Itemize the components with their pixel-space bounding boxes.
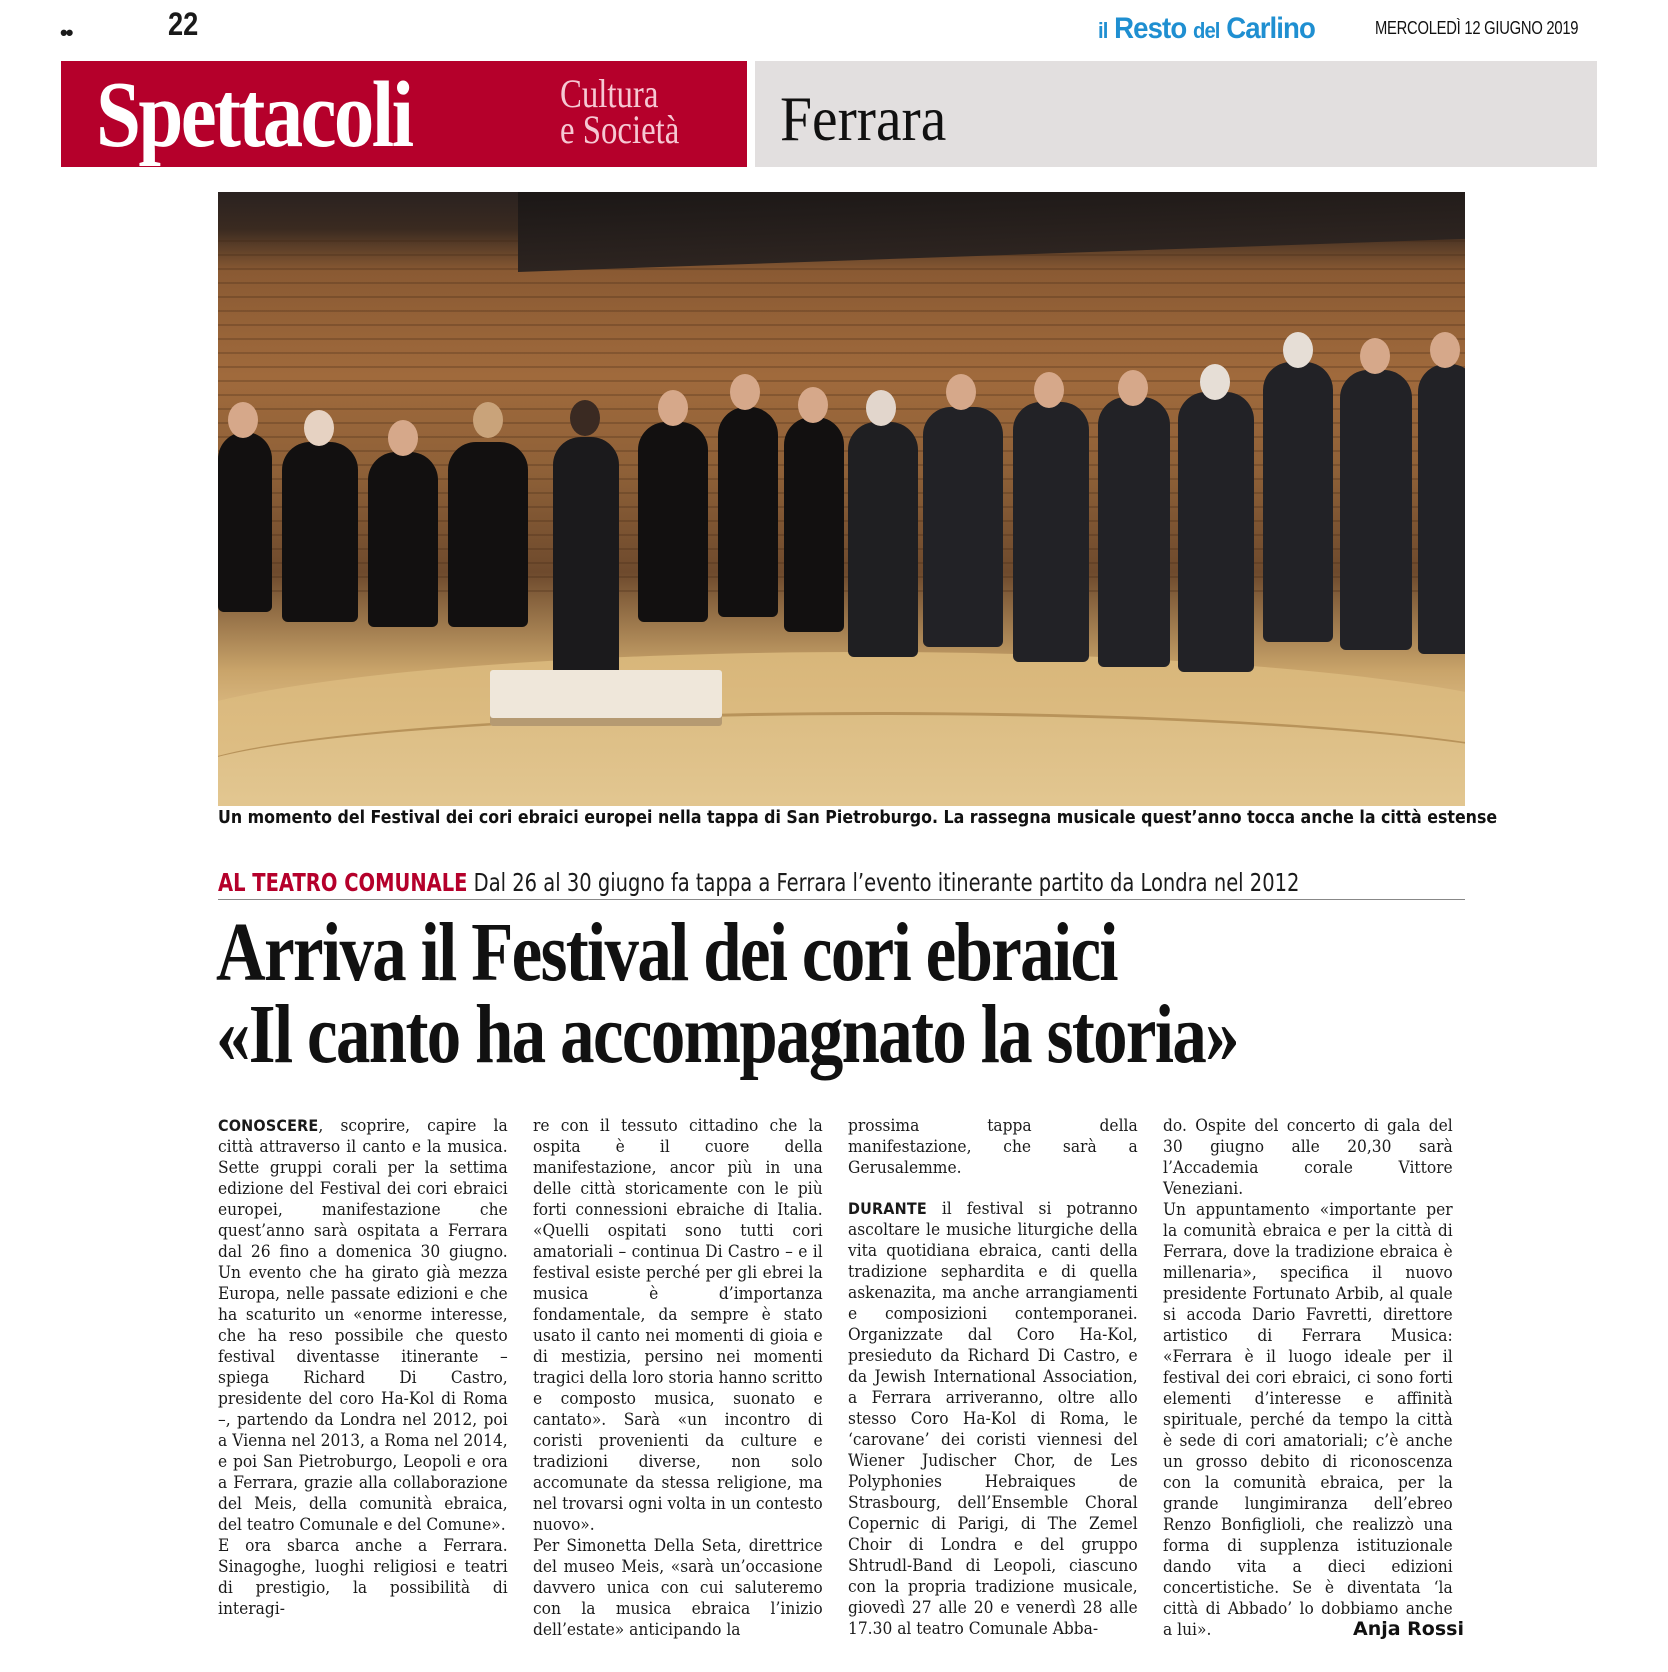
photo-singer-head xyxy=(730,374,760,410)
photo-singer xyxy=(784,417,844,632)
photo-conductor-head xyxy=(570,400,600,436)
photo-singer-head xyxy=(1360,338,1390,374)
photo-singer-head xyxy=(866,390,896,426)
paragraph-gap xyxy=(848,1179,1138,1199)
photo-singer xyxy=(1263,362,1333,642)
article-paragraph: prossima tappa della manifestazione, che sarà a Gerusalemme. xyxy=(848,1116,1138,1178)
kicker-label: AL TEATRO COMUNALE xyxy=(218,868,468,897)
section-subtitle-line1: Cultura xyxy=(560,71,659,116)
photo-singer xyxy=(848,422,918,657)
article-paragraph: il festival si potranno ascoltare le musiche liturgiche della vita quotidiana ebraica, canti della tradizione sephardita e di quella askenazita, ma anche arrangiamenti e composizioni contemporanei. Organizzate dal Coro Ha-Kol, presieduto da Richard Di Castro, e da Jewish International Association, a Ferrara arriveranno, oltre allo stesso Coro Ha-Kol di Roma, le ‘carovane’ dei coristi viennesi del Wiener Judischer Chor, de Les Polyphonies Hebraiques de Strasbourg, dell’Ensemble Choral Copernic di Parigi, di The Zemel Choir di Londra e del gruppo Shtrudl-Band di Leopoli, ciascuno con la propria tradizione musicale, giovedì 27 alle 20 e venerdì 28 alle 17.30 al teatro Comunale Abba- xyxy=(848,1199,1138,1639)
article-column-4 xyxy=(1163,1116,1453,1641)
photo-singer xyxy=(448,442,528,627)
photo-singer-head xyxy=(473,402,503,438)
headline xyxy=(216,906,1238,1081)
article-lead-word: CONOSCERE xyxy=(218,1116,319,1135)
section-title: Spettacoli xyxy=(96,63,412,167)
kicker-text: Dal 26 al 30 giugno fa tappa a Ferrara l’evento itinerante partito da Londra nel 2012 xyxy=(467,868,1300,897)
photo-singer-head xyxy=(1283,332,1313,368)
article-paragraph: Per Simonetta Della Seta, direttrice del museo Meis, «sarà un’occasione davvero unica con cui saluteremo con la musica ebraica l’inizio dell’estate» anticipando la xyxy=(533,1536,823,1640)
page-marker-dots: •• xyxy=(60,20,72,45)
logo-carlino: Carlino xyxy=(1226,12,1315,45)
photo-singer-head xyxy=(1200,364,1230,400)
headline-line1: Arriva il Festival dei cori ebraici xyxy=(216,906,1117,999)
article-paragraph: Un appuntamento «importante per la comunità ebraica e per la città di Ferrara, dove la tradizione ebraica è millenaria», specifica il nuovo presidente Fortunato Arbib, al quale si accoda Dario Favretti, direttore artistico di Ferrara Musica: «Ferrara è il luogo ideale per il festival dei cori ebraici, ci sono forti elementi d’interesse e affinità spirituale, perché da tempo la città è sede di cori amatoriali; c’è anche un grosso debito di riconoscenza con la comunità ebraica, per la grande lungimiranza dell’ebreo Renzo Bonfiglioli, che realizzò una forma di supplenza istituzionale dando vita a dieci edizioni concertistiche. Se è diventata ‘la città di Abbado’ lo dobbiamo anche a lui». xyxy=(1163,1200,1453,1640)
article-column-2 xyxy=(533,1116,823,1641)
photo-singer-head xyxy=(304,410,334,446)
section-subtitle xyxy=(560,71,680,152)
article-column-1 xyxy=(218,1116,508,1620)
photo-singer xyxy=(923,407,1003,647)
photo-singer xyxy=(282,442,358,622)
photo-singer-head xyxy=(1430,332,1460,368)
publication-logo xyxy=(1098,12,1315,46)
article-paragraph: do. Ospite del concerto di gala del 30 giugno alle 20,30 sarà l’Accademia corale Vittore Veneziani. xyxy=(1163,1116,1453,1199)
photo-singer-head xyxy=(1034,372,1064,408)
photo-singer xyxy=(218,432,272,612)
article-paragraph: , scoprire, capire la città attraverso il canto e la musica. Sette gruppi corali per la settima edizione del Festival dei cori ebraici europei, manifestazione che quest’anno sarà ospitata a Ferrara dal 26 fino a domenica 30 giugno. Un evento che ha girato già mezza Europa, nelle passate edizioni e che ha scaturito un «enorme interesse, che ha reso possibile che questo festival diventasse itinerante – spiega Richard Di Castro, presidente del coro Ha-Kol di Roma –, partendo da Londra nel 2012, poi a Vienna nel 2013, a Roma nel 2014, e poi San Pietroburgo, Leopoli e ora a Ferrara, grazie alla collaborazione del Meis, della comunità ebraica, del teatro Comunale e del Comune». xyxy=(218,1116,508,1535)
article-column-3 xyxy=(848,1116,1138,1640)
article-paragraph: re con il tessuto cittadino che la ospita è il cuore della manifestazione, ancor più in una delle città storicamente con le più forti connessioni ebraiche di Italia. «Quelli ospitati sono tutti cori amatoriali – continua Di Castro – e il festival esiste perché per gli ebrei la musica è d’importanza fondamentale, da sempre è stato usato il canto nei momenti di gioia e di mestizia, persino nei momenti tragici della loro storia hanno scritto e composto musica, suonato e cantato». Sarà «un incontro di coristi provenienti da culture e tradizioni diverse, non solo accomunate da stessa religione, ma nel trovarsi ogni volta in un contesto nuovo». xyxy=(533,1116,823,1535)
photo-singer-head xyxy=(228,402,258,438)
kicker xyxy=(218,868,1299,897)
logo-il: il xyxy=(1098,18,1108,43)
photo-singer-head xyxy=(946,374,976,410)
headline-line2: «Il canto ha accompagnato la storia» xyxy=(216,988,1238,1081)
page-number: 22 xyxy=(168,6,199,42)
photo-singer xyxy=(1178,392,1254,672)
article-paragraph: E ora sbarca anche a Ferrara. Sinagoghe, luoghi religiosi e teatri di prestigio, la possibilità di interagi- xyxy=(218,1536,508,1619)
photo-conductor-podium xyxy=(490,670,722,718)
author-byline: Anja Rossi xyxy=(1353,1618,1464,1640)
article-lead-word: DURANTE xyxy=(848,1199,927,1218)
photo-conductor xyxy=(553,437,619,687)
photo-singer-head xyxy=(798,387,828,423)
photo-singer-head xyxy=(658,390,688,426)
photo-singer xyxy=(638,422,708,622)
photo-singer-head xyxy=(388,420,418,456)
photo-singer xyxy=(1340,370,1412,650)
photo-caption: Un momento del Festival dei cori ebraici europei nella tappa di San Pietroburgo. La rassegna musicale quest’anno tocca anche la città estense xyxy=(218,808,1498,828)
photo-singer xyxy=(1418,364,1465,654)
photo-singer xyxy=(1013,402,1089,662)
article-photo xyxy=(218,192,1465,806)
section-subtitle-line2: e Società xyxy=(560,107,680,152)
photo-singer xyxy=(1098,397,1170,667)
photo-singer xyxy=(368,452,438,627)
logo-resto: Resto xyxy=(1114,12,1187,45)
photo-singer-head xyxy=(1118,370,1148,406)
kicker-divider xyxy=(218,899,1465,900)
issue-date: MERCOLEDÌ 12 GIUGNO 2019 xyxy=(1375,18,1579,38)
logo-del: del xyxy=(1193,18,1220,43)
photo-singer xyxy=(718,407,778,617)
city-edition: Ferrara xyxy=(780,83,947,154)
